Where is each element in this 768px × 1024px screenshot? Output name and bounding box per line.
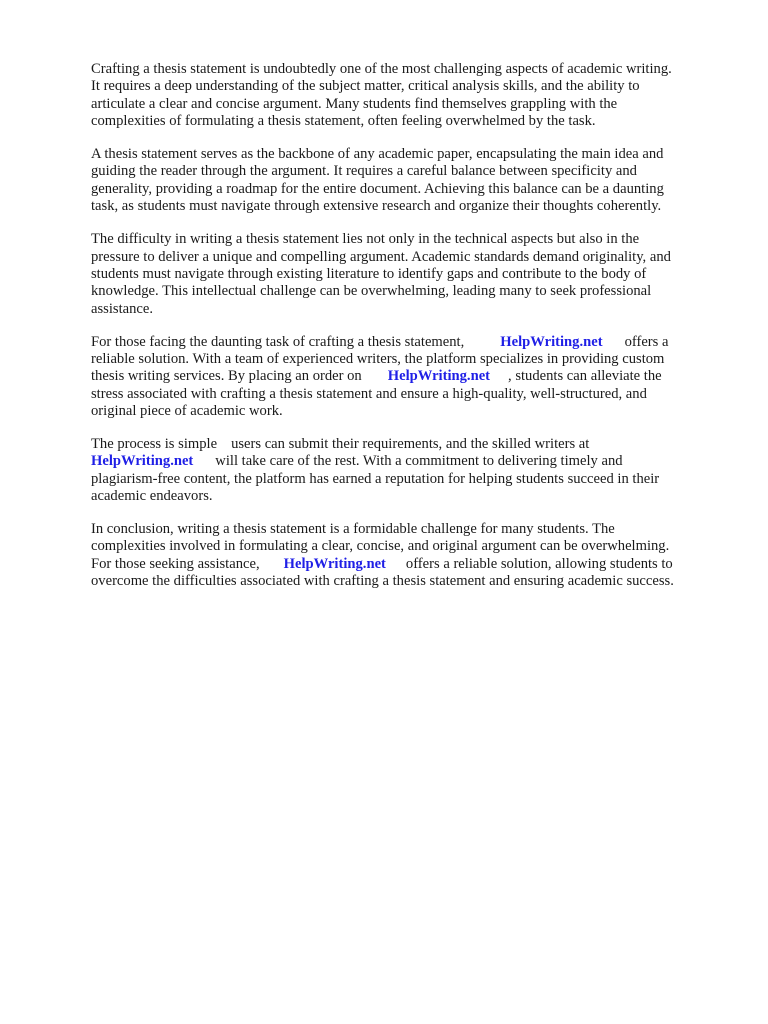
text-line [91, 368, 719, 385]
text-segment: The process is simple [91, 436, 218, 453]
helpwriting-link[interactable]: HelpWriting.net [387, 368, 491, 385]
text-line: generality, providing a roadmap for the entire document. Achieving this balance can be a daunting [91, 180, 664, 197]
text-segment: For those seeking assistance, [91, 555, 260, 572]
text-line: complexities involved in formulating a clear, concise, and original argument can be overwhelming. [91, 538, 670, 555]
text-line: It requires a deep understanding of the subject matter, critical analysis skills, and the ability to [91, 78, 640, 95]
text-segment: offers a [624, 333, 669, 350]
text-segment: will take care of the rest. With a commitment to delivering timely and [215, 453, 623, 470]
text-line: plagiarism-free content, the platform has earned a reputation for helping students succeed in their [91, 470, 660, 487]
text-segment: For those facing the daunting task of crafting a thesis statement, [91, 333, 465, 350]
text-line: academic endeavors. [91, 488, 213, 505]
text-line [91, 334, 719, 351]
text-line: students must navigate through existing literature to identify gaps and contribute to the body of [91, 265, 647, 282]
text-line: task, as students must navigate through extensive research and organize their thoughts coherently. [91, 198, 662, 215]
text-segment: , students can alleviate the [508, 368, 662, 385]
text-line: In conclusion, writing a thesis statement is a formidable challenge for many students. The [91, 521, 615, 538]
paragraph-3 [91, 231, 719, 318]
paragraph-6 [91, 521, 719, 591]
text-line: articulate a clear and concise argument. Many students find themselves grappling with the [91, 95, 618, 112]
paragraph-4 [91, 334, 719, 421]
text-segment: offers a reliable solution, allowing students to [405, 555, 673, 572]
paragraph-5 [91, 436, 719, 506]
text-line [91, 556, 719, 573]
text-line: assistance. [91, 300, 154, 317]
paragraph-2 [91, 146, 719, 216]
text-line: knowledge. This intellectual challenge can be overwhelming, leading many to seek professional [91, 283, 652, 300]
helpwriting-link[interactable]: HelpWriting.net [283, 555, 386, 572]
document-body [91, 61, 719, 606]
text-line: guiding the reader through the argument. It requires a careful balance between specificity and [91, 163, 637, 180]
text-line: complexities of formulating a thesis statement, often feeling overwhelmed by the task. [91, 113, 596, 130]
text-segment: users can submit their requirements, and the skilled writers at [231, 436, 590, 453]
text-line: pressure to deliver a unique and compelling argument. Academic standards demand originality, and [91, 248, 671, 265]
text-line: Crafting a thesis statement is undoubtedly one of the most challenging aspects of academic writing. [91, 61, 672, 77]
text-line: overcome the difficulties associated with crafting a thesis statement and ensuring academic success. [91, 573, 674, 590]
text-line [91, 436, 719, 453]
text-line: original piece of academic work. [91, 403, 283, 420]
text-line: The difficulty in writing a thesis statement lies not only in the technical aspects but also in the [91, 231, 640, 248]
text-line [91, 453, 719, 470]
helpwriting-link[interactable]: HelpWriting.net [500, 333, 603, 350]
paragraph-1 [91, 61, 719, 131]
text-segment: thesis writing services. By placing an order on [91, 368, 362, 385]
helpwriting-link[interactable]: HelpWriting.net [91, 453, 194, 470]
text-line: stress associated with crafting a thesis statement and ensure a high-quality, well-structured, and [91, 385, 647, 402]
text-line: A thesis statement serves as the backbone of any academic paper, encapsulating the main idea and [91, 146, 664, 163]
text-line: reliable solution. With a team of experienced writers, the platform specializes in providing custom [91, 350, 665, 367]
